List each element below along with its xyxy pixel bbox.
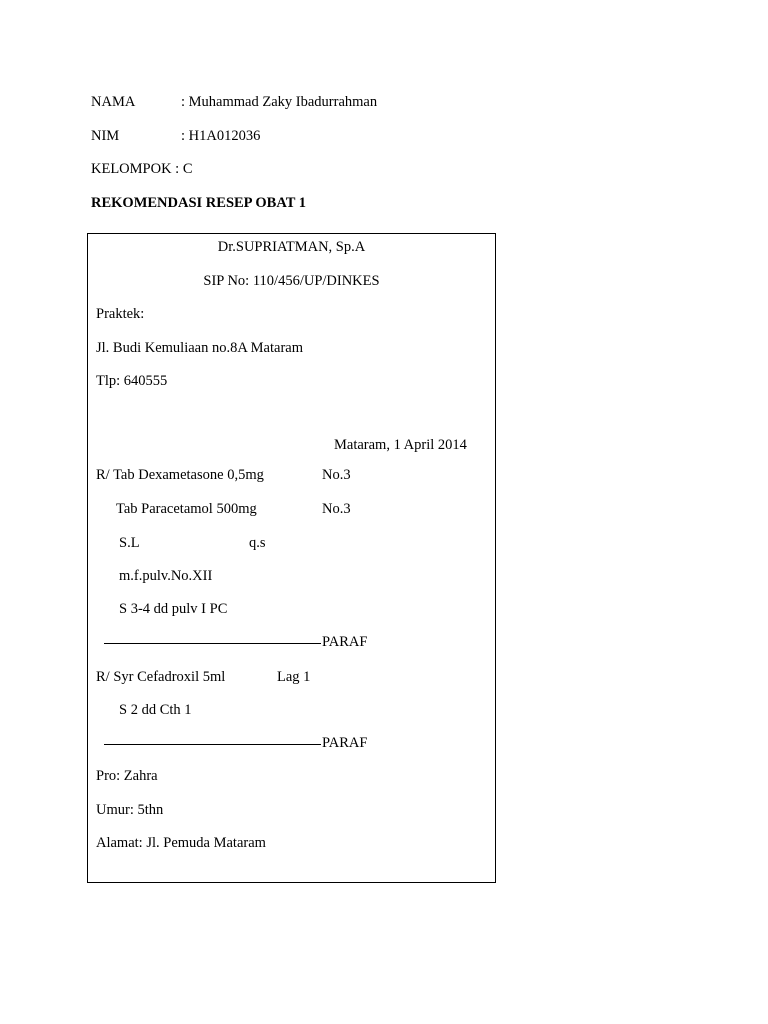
r1-item1-name: R/ Tab Dexametasone 0,5mg bbox=[96, 467, 264, 483]
sip-number: SIP No: 110/456/UP/DINKES bbox=[203, 273, 380, 289]
r1-item2-name: Tab Paracetamol 500mg bbox=[116, 501, 257, 517]
r1-item1-qty: No.3 bbox=[322, 467, 351, 483]
r2-item-name: R/ Syr Cefadroxil 5ml bbox=[96, 669, 226, 685]
patient-name: Pro: Zahra bbox=[96, 768, 158, 784]
nim-label: NIM bbox=[91, 128, 120, 144]
r1-item3-qty: q.s bbox=[249, 535, 266, 551]
kelompok-line: KELOMPOK : C bbox=[91, 161, 193, 177]
patient-age: Umur: 5thn bbox=[96, 802, 164, 818]
nama-label: NAMA bbox=[91, 94, 136, 110]
r1-paraf: PARAF bbox=[322, 634, 368, 650]
patient-address: Alamat: Jl. Pemuda Mataram bbox=[96, 835, 266, 851]
r1-signa: S 3-4 dd pulv I PC bbox=[119, 601, 228, 617]
r2-signa: S 2 dd Cth 1 bbox=[119, 702, 192, 718]
r1-signature-line bbox=[104, 643, 321, 644]
nim-value: : H1A012036 bbox=[181, 128, 261, 144]
r1-item2-qty: No.3 bbox=[322, 501, 351, 517]
nama-value: : Muhammad Zaky Ibadurrahman bbox=[181, 94, 378, 110]
r1-item3-name: S.L bbox=[119, 535, 140, 551]
r2-signature-line bbox=[104, 744, 321, 745]
doctor-name: Dr.SUPRIATMAN, Sp.A bbox=[217, 239, 366, 255]
praktek-label: Praktek: bbox=[96, 306, 145, 322]
r2-paraf: PARAF bbox=[322, 735, 368, 751]
r2-item-qty: Lag 1 bbox=[277, 669, 311, 685]
prescription-date: Mataram, 1 April 2014 bbox=[334, 437, 467, 453]
practice-address: Jl. Budi Kemuliaan no.8A Mataram bbox=[96, 340, 303, 356]
prescription-box bbox=[87, 233, 496, 883]
practice-phone: Tlp: 640555 bbox=[96, 373, 168, 389]
document-title: REKOMENDASI RESEP OBAT 1 bbox=[91, 195, 306, 211]
r1-mf: m.f.pulv.No.XII bbox=[119, 568, 213, 584]
